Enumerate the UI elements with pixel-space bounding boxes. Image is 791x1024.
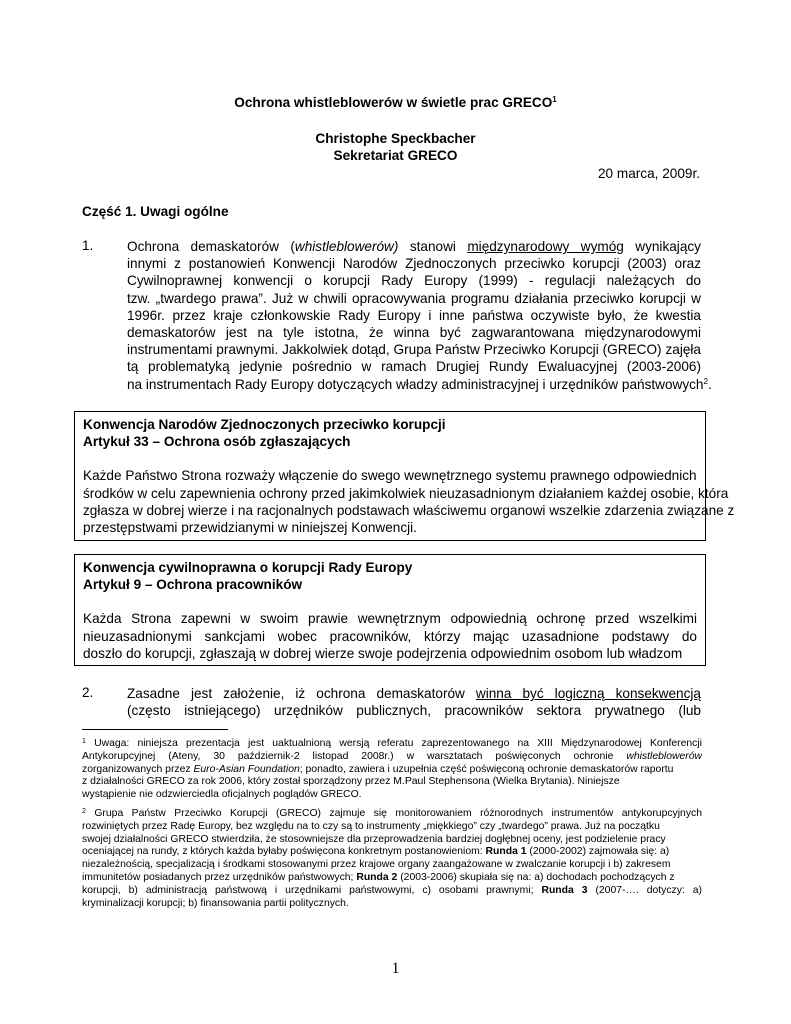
quote-line: środków w celu zapewnienia ochrony przed jakimkolwiek nieuzasadnionym działaniem każdej osobie, która: [83, 485, 729, 501]
quote-box-civil-law-convention: [74, 554, 706, 666]
footnote-line: Antykorupcyjnej (Ateny, 30 październik-2 listopad 2008r.) w warsztatach poświęconych ochronie whistleblowerów: [82, 750, 702, 762]
footnote-line: oceniającej na rundy, z których każda byłaby poświęcona konkretnym postanowieniom: Runda 1 (2000-2002) zajmowała się: a): [82, 846, 670, 858]
quote-line: doszło do korupcji, zgłaszają w dobrej wierze swoje podejrzenia odpowiednim osobom lub władzom: [83, 645, 683, 661]
page-number: 1: [391, 960, 400, 977]
footnote-line: rozwiniętych przez Radę Europy, bez względu na to czy są to instrumenty „miękkiego” czy „twardego” prawa. Już na początku: [82, 820, 660, 832]
paragraph-line: 1996r. przez kraje członkowskie Rady Europy i inne państwa oczywiste było, że kwestia: [127, 307, 701, 323]
paragraph-line: Ochrona demaskatorów (whistleblowerów) stanowi międzynarodowy wymóg wynikający: [127, 239, 701, 254]
paragraph-number-2: 2.: [82, 685, 94, 700]
quote-box-title: Konwencja Narodów Zjednoczonych przeciwko korupcji: [83, 417, 446, 432]
section-heading: Część 1. Uwagi ogólne: [82, 204, 229, 219]
footnote-line: immunitetów posiadanych przez urzędników państwowych; Runda 2 (2003-2006) skupiała się na: a) dochodach pochodzących z: [82, 871, 675, 883]
footnote-line: kryminalizacji korupcji; b) finansowania partii politycznych.: [82, 897, 349, 909]
paragraph-line: instrumentami prawnymi. Jakkolwiek dotąd, Grupa Państw Przeciwko Korupcji (GRECO) zajęła: [127, 342, 701, 358]
quote-box-article: Artykuł 9 – Ochrona pracowników: [83, 577, 303, 593]
footnote-1: [82, 738, 702, 802]
quote-line: zgłasza w dobrej wierze i na racjonalnych podstawach właściwemu organowi wszelkie zdarzenia związane z: [83, 502, 735, 518]
paragraph-2: [127, 685, 701, 719]
footnote-line: $^1$ Uwaga: niniejsza prezentacja jest uaktualnioną wersją referatu zaprezentowanego na XIII Międzynarodowej Konferencji: [82, 738, 702, 749]
paragraph-line: tą problematyką jedynie pośrednio w ramach Drugiej Rundy Ewaluacyjnej (2003-2006): [127, 359, 701, 375]
footnote-line: wystąpienie nie odzwierciedla oficjalnych poglądów GRECO.: [82, 789, 362, 801]
paragraph-line: na instrumentach Rady Europy dotyczących władzy administracyjnej i urzędników państwowych$^2$.: [127, 376, 712, 392]
footnote-2: [82, 808, 702, 910]
footnote-line: swojej działalności GRECO stwierdziła, że stosowniejsze dla przeprowadzenia bardziej dogłębnej oceny, jest podzielenie pracy: [82, 833, 666, 845]
footnote-line: niezależnością, specjalizacją i środkami stosowanymi przez krajowe organy zaangażowane w zwalczanie korupcji i b) zakresem: [82, 859, 671, 871]
quote-line: nieuzasadnionymi sankcjami wobec pracowników, którzy mając uzasadnione podstawy do: [83, 628, 697, 644]
paragraph-line: demaskatorów jest na tyle istotna, że winna być zagwarantowana międzynarodowymi: [127, 324, 701, 340]
paragraph-line: tzw. „twardego prawa”. Już w chwili opracowywania programu działania przeciwko korupcji w: [127, 290, 701, 306]
footnote-line: korupcji, b) administracją państwową i urzędnikami państwowymi, c) osobami prawnymi; Runda 3 (2007-…. dotyczy: a): [82, 884, 702, 896]
quote-box-article: Artykuł 33 – Ochrona osób zgłaszających: [83, 434, 351, 450]
footnote-separator: [82, 729, 228, 730]
paragraph-line: Cywilnoprawnej konwencji o korupcji Rady Europy (1999) - regulacji należących do: [127, 273, 701, 289]
quote-box-title: Konwencja cywilnoprawna o korupcji Rady Europy: [83, 560, 413, 575]
quote-line: przestępstwami przewidzianymi w niniejszej Konwencji.: [83, 519, 417, 535]
paragraph-line: innymi z postanowień Konwencji Narodów Zjednoczonych przeciwko korupcji (2003) oraz: [127, 256, 701, 272]
paragraph-1: [127, 238, 712, 393]
footnote-line: z działalności GRECO za rok 2006, który został sporządzony przez M.Paul Stephensona (Wielka Brytania). Niniejsze: [82, 776, 620, 788]
author-organization: Sekretariat GRECO: [333, 148, 458, 163]
footnote-line: $^2$ Grupa Państw Przeciwko Korupcji (GRECO) zajmuje się monitorowaniem różnorodnych instrumentów antykorupcyjnych: [82, 808, 702, 819]
quote-line: Każda Strona zapewni w swoim prawie wewnętrznym odpowiednią ochronę przed wszelkimi: [83, 611, 697, 627]
document-date: 20 marca, 2009r.: [597, 166, 700, 181]
document-title: Ochrona whistleblowerów w świetle prac GRECO$^1$: [234, 95, 557, 110]
footnote-ref-2[interactable]: 2: [703, 376, 708, 386]
quote-box-un-convention: [74, 411, 735, 541]
footnote-ref-1[interactable]: 1: [552, 95, 557, 104]
author-name: Christophe Speckbacher: [315, 131, 476, 146]
paragraph-number-1: 1.: [82, 238, 94, 253]
footnote-line: zorganizowanych przez Euro-Asian Foundation; ponadto, zawiera i uzupełnia część poświęconą ochronie demaskatorów raportu: [82, 763, 674, 775]
quote-line: Każde Państwo Strona rozważy włączenie do swego wewnętrznego systemu prawnego odpowiednich: [83, 468, 697, 484]
paragraph-line: Zasadne jest założenie, iż ochrona demaskatorów winna być logiczną konsekwencją: [127, 686, 701, 701]
paragraph-line: (często istniejącego) urzędników publicznych, pracowników sektora prywatnego (lub: [127, 703, 701, 719]
